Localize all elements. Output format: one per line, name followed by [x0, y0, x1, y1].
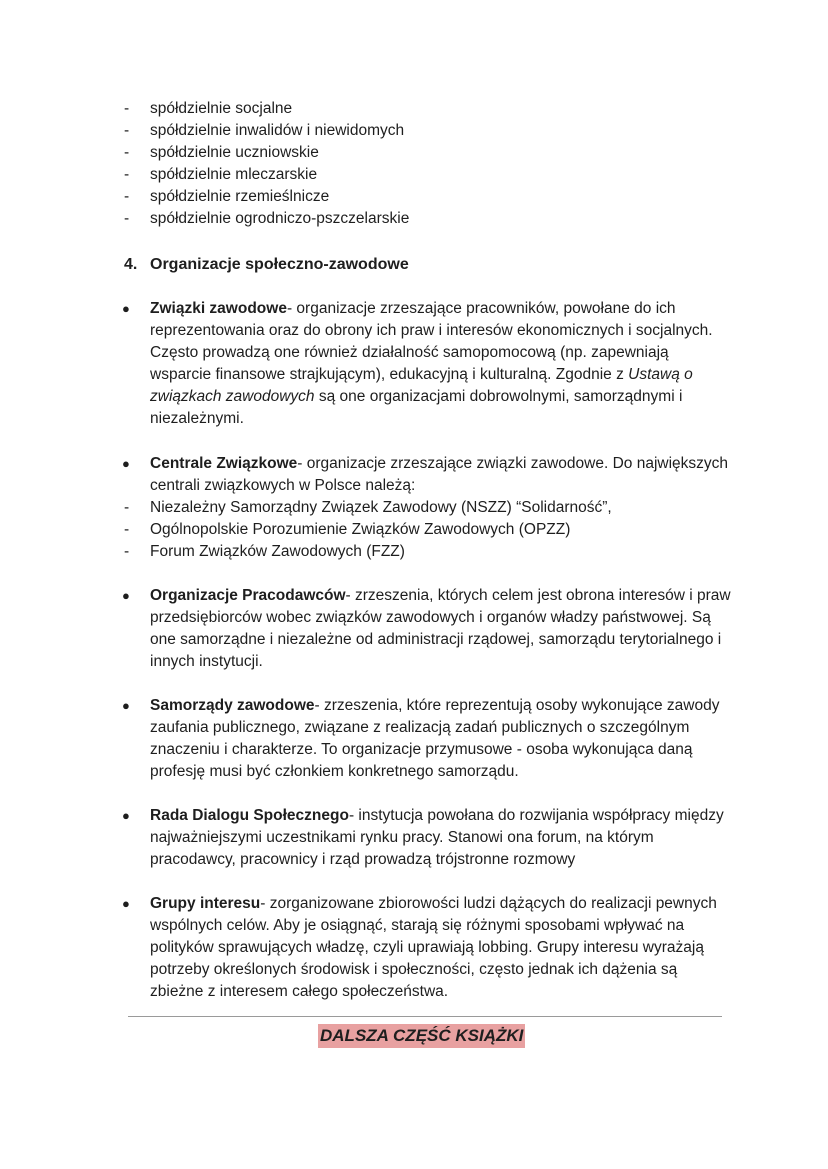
list-item: - spółdzielnie inwalidów i niewidomych [120, 120, 409, 142]
bullet-icon: ● [122, 588, 130, 603]
bullet-icon: ● [122, 808, 130, 823]
entry-rada-dialogu [122, 805, 732, 871]
section-heading [124, 254, 409, 276]
entry-text: - organizacje zrzeszające pracowników, powołane do ich reprezentowania oraz do obrony ich praw i interesów ekonomicznych i socjalnych. Często prowadzą one również działalność samopomocową (np. zapewniają wsparcie finansowe strajkującym), edukacyjną i kulturalną. Zgodnie z [150, 300, 713, 383]
list-item: - spółdzielnie mleczarskie [120, 164, 409, 186]
entry-grupy-interesu [122, 893, 732, 1003]
entry-centrale-zwiazkowe [122, 453, 732, 497]
bullet-icon: ● [122, 301, 130, 316]
bullet-icon: ● [122, 698, 130, 713]
entry-term: Związki zawodowe [150, 300, 287, 317]
entry-text: - organizacje zrzeszające związki zawodowe. Do największych centrali związkowych w Polsce należą: [150, 455, 729, 494]
cooperatives-list [120, 98, 409, 230]
list-item: - Ogólnopolskie Porozumienie Związków Zawodowych (OPZZ) [120, 519, 612, 541]
list-item: - spółdzielnie rzemieślnicze [120, 186, 409, 208]
entry-organizacje-pracodawcow [122, 585, 732, 673]
entry-term: Grupy interesu [150, 895, 261, 912]
entry-text: - zrzeszenia, których celem jest obrona interesów i praw przedsiębiorców wobec związków zawodowych i organów władzy państwowej. Są one samorządne i niezależne od administracji rządowej, samorządu terytorialnego i innych instytucji. [150, 587, 731, 670]
section-number: 4. [124, 256, 138, 273]
list-item: - Forum Związków Zawodowych (FZZ) [120, 541, 612, 563]
entry-term: Centrale Związkowe [150, 455, 298, 472]
entry-text: są one organizacjami dobrowolnymi, samorządnymi i niezależnymi. [150, 388, 683, 427]
entry-term: Organizacje Pracodawców [150, 587, 346, 604]
list-item: - Niezależny Samorządny Związek Zawodowy (NSZZ) “Solidarność”, [120, 497, 612, 519]
bullet-icon: ● [122, 896, 130, 911]
entry-samorzady-zawodowe [122, 695, 732, 783]
entry-term: Samorządy zawodowe [150, 697, 315, 714]
entry-zwiazki-zawodowe [122, 298, 732, 430]
entry-text: - instytucja powołana do rozwijania współpracy między najważniejszymi uczestnikami rynku pracy. Stanowi ona forum, na którym pracodawcy, pracownicy i rząd prowadzą trójstronne rozmowy [150, 807, 724, 868]
list-item: - spółdzielnie socjalne [120, 98, 409, 120]
entry-text-italic: Ustawą o związkach zawodowych [150, 366, 693, 405]
entry-term: Rada Dialogu Społecznego [150, 807, 349, 824]
horizontal-divider [128, 1016, 722, 1017]
bullet-icon: ● [122, 456, 130, 471]
entry-text: - zrzeszenia, które reprezentują osoby wykonujące zawody zaufania publicznego, związane z realizacją zadań publicznych o szczególnym znaczeniu i charakterze. To organizacje przymusowe - osoba wykonująca daną profesję musi być członkiem konkretnego samorządu. [150, 697, 720, 780]
section-title: Organizacje społeczno-zawodowe [150, 256, 409, 273]
entry-text: - zorganizowane zbiorowości ludzi dążących do realizacji pewnych wspólnych celów. Aby je osiągnąć, starają się różnymi sposobami wpływać na polityków sprawujących władzę, czyli uprawiają lobbing. Grupy interesu wyrażają potrzeby określonych środowisk i społeczności, często jednak ich dążenia są zbieżne z interesem całego społeczeństwa. [150, 895, 717, 1000]
unions-list [120, 497, 612, 563]
list-item: - spółdzielnie ogrodniczo-pszczelarskie [120, 208, 409, 230]
read-more-link[interactable]: DALSZA CZĘŚĆ KSIĄŻKI [318, 1024, 525, 1048]
list-item: - spółdzielnie uczniowskie [120, 142, 409, 164]
